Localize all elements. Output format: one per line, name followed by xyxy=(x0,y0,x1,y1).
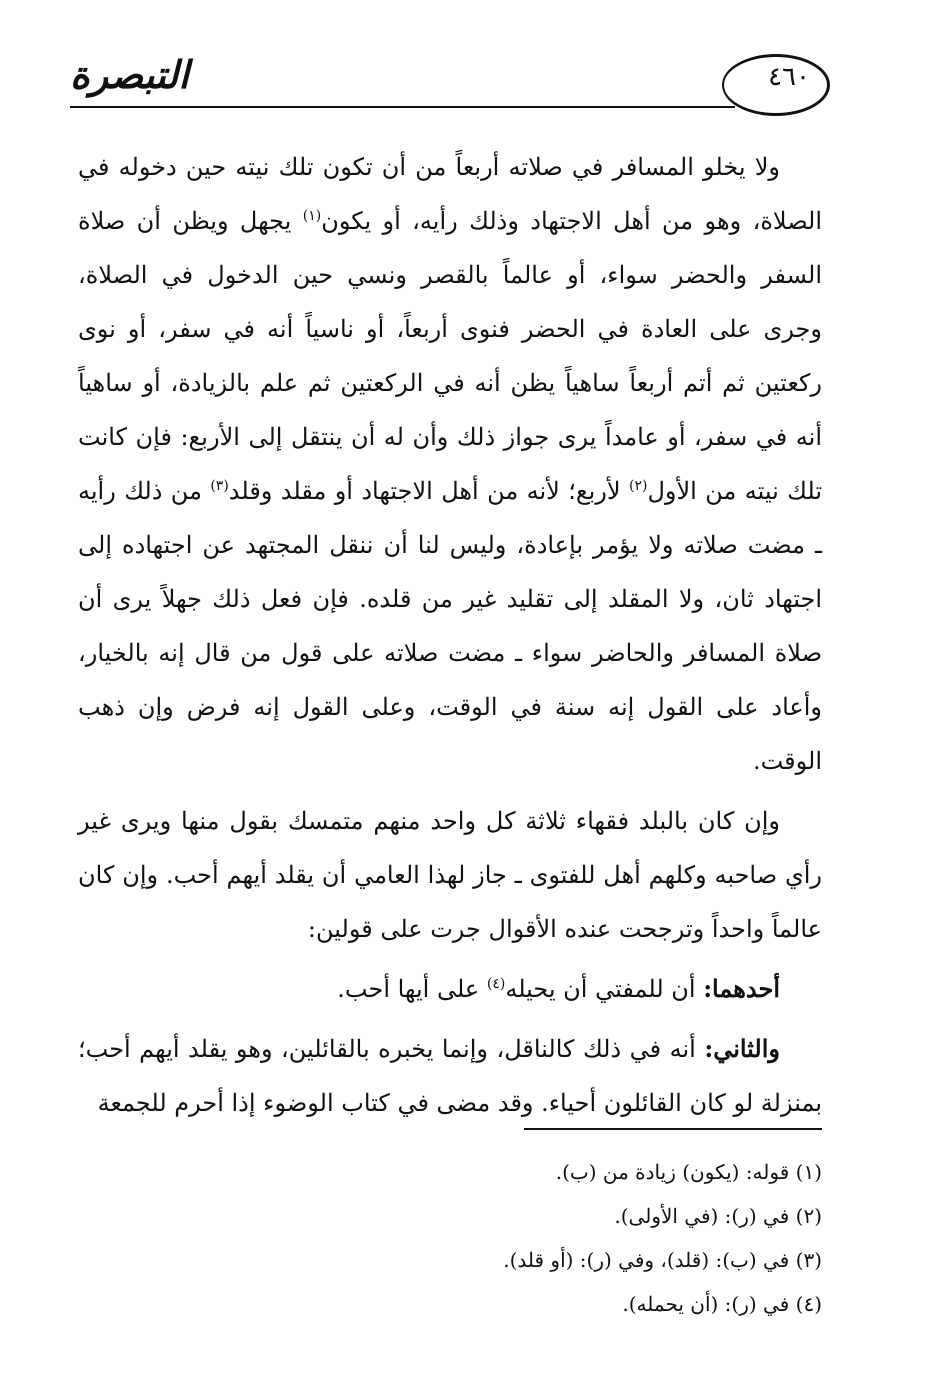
text-run: ولا يخلو المسافر في صلاته أربعاً من أن تكون تلك نيته حين دخوله في الصلاة، وهو من أهل الاجتهاد وذلك رأيه، أو يكون xyxy=(78,153,822,235)
footnote-ref-4: (٤) xyxy=(486,976,506,992)
text-run: أنه في ذلك كالناقل، وإنما يخبره بالقائلين، وهو يقلد أيهم أحب؛ بمنزلة لو كان القائلون أحياء. وقد مضى في كتاب الوضوء إذا أحرم للجمعة xyxy=(78,1035,822,1117)
book-title: التبصرة xyxy=(70,52,189,97)
text-run: أن للمفتي أن يحيله xyxy=(505,975,704,1003)
text-run: وإن كان بالبلد فقهاء ثلاثة كل واحد منهم متمسك بقول منها ويرى غير رأي صاحبه وكلهم أهل للفتوى ـ جاز لهذا العامي أن يقلد أيهم أحب. وإن كان عالماً واحداً وترجحت عنده الأقوال جرت على قولين: xyxy=(78,807,822,943)
footnote-ref-3: (٣) xyxy=(210,478,229,494)
footnote-ref-2: (٢) xyxy=(628,478,648,494)
text-run: لأربع؛ لأنه من أهل الاجتهاد أو مقلد وقلد xyxy=(228,477,629,505)
footnote-separator xyxy=(524,1128,822,1130)
paragraph-3 xyxy=(78,962,822,1016)
footnote-1: (١) قوله: (يكون) زيادة من (ب). xyxy=(555,1160,822,1184)
main-text xyxy=(78,140,822,1136)
footnote-4: (٤) في (ر): (أن يحمله). xyxy=(622,1292,822,1316)
text-run: على أيها أحب. xyxy=(337,975,487,1003)
paragraph-4 xyxy=(78,1022,822,1130)
footnotes xyxy=(202,1150,822,1326)
page-number: ٤٦٠ xyxy=(768,62,810,92)
paragraph-lead: أحدهما: xyxy=(703,974,780,1003)
text-run: من ذلك رأيه ـ مضت صلاته ولا يؤمر بإعادة، وليس لنا أن ننقل المجتهد عن اجتهاده إلى اجتهاد ثان، ولا المقلد إلى تقليد غير من قلده. فإن فعل ذلك جهلاً يرى أن صلاة المسافر والحاضر سواء ـ مضت صلاته على قول من قال إنه بالخيار، وأعاد على القول إنه سنة في الوقت، وعلى القول إنه فرض وإن ذهب الوقت. xyxy=(78,477,822,775)
header-rule xyxy=(70,106,735,108)
paragraph-1 xyxy=(78,140,822,788)
footnote-3: (٣) في (ب): (قلد)، وفي (ر): (أو قلد). xyxy=(503,1248,822,1272)
paragraph-2 xyxy=(78,794,822,956)
paragraph-lead: والثاني: xyxy=(704,1034,780,1063)
text-run: يجهل ويظن أن صلاة السفر والحضر سواء، أو عالماً بالقصر ونسي حين الدخول في الصلاة، وجرى على العادة في الحضر فنوى أربعاً، أو ناسياً أنه في سفر، أو نوى ركعتين ثم أتم أربعاً ساهياً يظن أنه في الركعتين ثم علم بالزيادة، أو ساهياً أنه في سفر، أو عامداً يرى جواز ذلك وأن له أن ينتقل إلى الأربع: فإن كانت تلك نيته من الأول xyxy=(78,207,823,505)
page-header xyxy=(70,40,830,120)
footnote-2: (٢) في (ر): (في الأولى). xyxy=(614,1204,822,1228)
footnote-ref-1: (١) xyxy=(302,208,322,224)
